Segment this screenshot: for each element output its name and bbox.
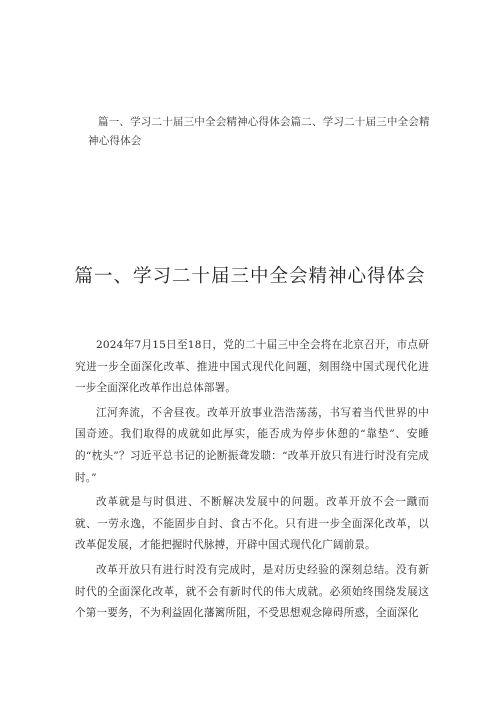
paragraph: 江河奔流，不舍昼夜。改革开放事业浩浩荡荡，书写着当代世界的中国奇迹。我们取得的成就如此厚实，能否成为停步休憩的“靠垫”、安睡的“枕头”？习近平总书记的论断振聋发聩：“改革开放只有进行时没有完成时。” [75,406,429,484]
paragraph: 改革就是与时俱进、不断解决发展中的问题。改革开放不会一蹴而就、一劳永逸，不能固步自封、食古不化。只有进一步全面深化改革，以改革促发展，才能把握时代脉搏，开辟中国式现代化广阔前景。 [75,496,429,552]
table-of-contents: 篇一、学习二十届三中全会精神心得体会篇二、学习二十届三中全会精神心得体会 [88,116,430,147]
document-title: 篇一、学习二十届三中全会精神心得体会 [74,266,426,287]
paragraph: 改革开放只有进行时没有完成时，是对历史经验的深刻总结。没有新时代的全面深化改革，就不会有新时代的伟大成就。必须始终围绕发展这个第一要务，不为利益固化藩篱所阻，不受思想观念障碍所惑，全面深化 [75,563,429,620]
paragraph: 2024年7月15日至18日，党的二十届三中全会将在北京召开，市点研究进一步全面深化改革、推进中国式现代化问题，刻围绕中国式现代化进一步全面深化改革作出总体部署。 [75,339,429,395]
document-body [75,335,429,628]
